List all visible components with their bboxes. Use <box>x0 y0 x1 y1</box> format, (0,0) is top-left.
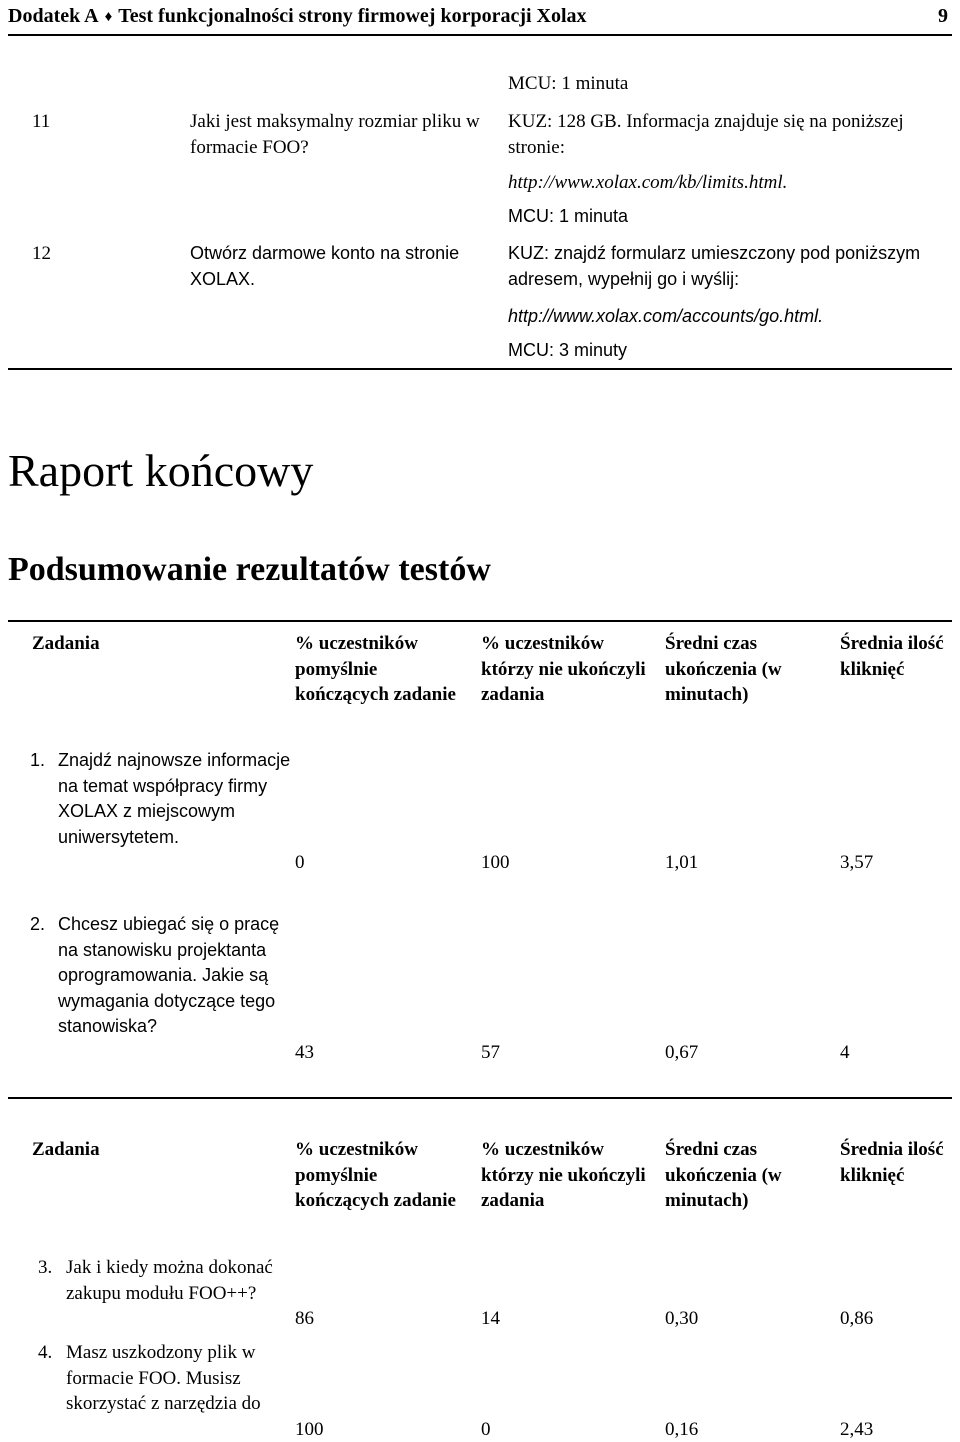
cell-fail: 57 <box>481 1041 500 1063</box>
cell-clicks: 3,57 <box>840 852 874 873</box>
header-rule <box>8 34 952 36</box>
table-bottom-rule <box>8 1097 952 1099</box>
task-text: Masz uszkodzony plik w formacie FOO. Musisz skorzystać z narzędzia do <box>66 1342 261 1414</box>
col-header-time: Średni czas ukończenia (w minutach) <box>665 633 782 705</box>
task-number: 4. <box>38 1342 53 1363</box>
col-header-tasks: Zadania <box>32 633 100 654</box>
mcu-text: MCU: 3 minuty <box>508 340 628 360</box>
col-header-fail: % uczestników którzy nie ukończyli zadania <box>481 1139 646 1211</box>
cell-success: 43 <box>295 1041 314 1063</box>
mcu-text: MCU: 1 minuta <box>508 206 629 226</box>
header-title-right: Test funkcjonalności strony firmowej korporacji Xolax <box>118 5 587 27</box>
table-row <box>8 912 952 1063</box>
task-row-question: Jaki jest maksymalny rozmiar pliku w formacie FOO? <box>190 111 480 158</box>
table-row <box>8 748 952 873</box>
col-header-clicks: Średnia ilość kliknięć <box>840 1139 944 1186</box>
task-text: Chcesz ubiegać się o pracę na stanowisku projektanta oprogramowania. Jakie są wymagania dotyczące tego stanowiska? <box>58 914 280 1036</box>
cell-clicks: 0,86 <box>840 1308 874 1329</box>
section-title: Raport końcowy <box>8 445 314 496</box>
url-link[interactable]: http://www.xolax.com/accounts/go.html. <box>508 306 824 326</box>
subsection-title: Podsumowanie rezultatów testów <box>8 551 491 588</box>
col-header-time: Średni czas ukończenia (w minutach) <box>665 1139 782 1211</box>
kuz-text: KUZ: 128 GB. Informacja znajduje się na poniższej stronie: <box>508 111 904 158</box>
page-number: 9 <box>938 5 948 27</box>
task-number: 1. <box>30 750 46 770</box>
cell-clicks: 4 <box>840 1041 850 1063</box>
col-header-fail: % uczestników którzy nie ukończyli zadania <box>481 633 646 705</box>
col-header-success: % uczestników pomyślnie kończących zadanie <box>295 633 456 705</box>
cell-success: 0 <box>295 852 305 873</box>
kuz-text: KUZ: znajdź formularz umieszczony pod poniższym adresem, wypełnij go i wyślij: <box>508 243 921 289</box>
cell-time: 0,30 <box>665 1308 699 1329</box>
table-top-rule <box>8 620 952 622</box>
table-row <box>8 1340 952 1440</box>
task-text: Znajdź najnowsze informacje na temat współpracy firmy XOLAX z miejscowym uniwersytetem. <box>58 750 291 847</box>
cell-time: 0,67 <box>665 1041 699 1063</box>
task-number: 3. <box>38 1257 53 1278</box>
cell-fail: 0 <box>481 1418 491 1440</box>
header-title-left: Dodatek A <box>8 5 99 27</box>
running-header <box>8 4 587 30</box>
cell-clicks: 2,43 <box>840 1418 874 1440</box>
diamond-separator-icon: ♦ <box>104 9 113 25</box>
col-header-clicks: Średnia ilość kliknięć <box>840 633 944 680</box>
task-number: 2. <box>30 914 46 934</box>
mcu-text: MCU: 1 minuta <box>508 73 629 94</box>
cell-success: 100 <box>295 1418 324 1440</box>
cell-time: 1,01 <box>665 852 699 873</box>
url-link[interactable]: http://www.xolax.com/kb/limits.html. <box>508 172 788 193</box>
task-row-question: Otwórz darmowe konto na stronie XOLAX. <box>190 243 460 289</box>
cell-success: 86 <box>295 1308 314 1329</box>
cell-fail: 14 <box>481 1308 500 1329</box>
col-header-tasks: Zadania <box>32 1139 100 1160</box>
task-row-number: 11 <box>32 111 51 132</box>
table-rule <box>8 368 952 370</box>
cell-time: 0,16 <box>665 1418 699 1440</box>
table-row <box>8 1255 952 1329</box>
cell-fail: 100 <box>481 852 510 873</box>
task-row-number: 12 <box>32 243 51 264</box>
col-header-success: % uczestników pomyślnie kończących zadanie <box>295 1139 456 1211</box>
task-text: Jak i kiedy można dokonać zakupu modułu FOO++? <box>66 1257 273 1304</box>
